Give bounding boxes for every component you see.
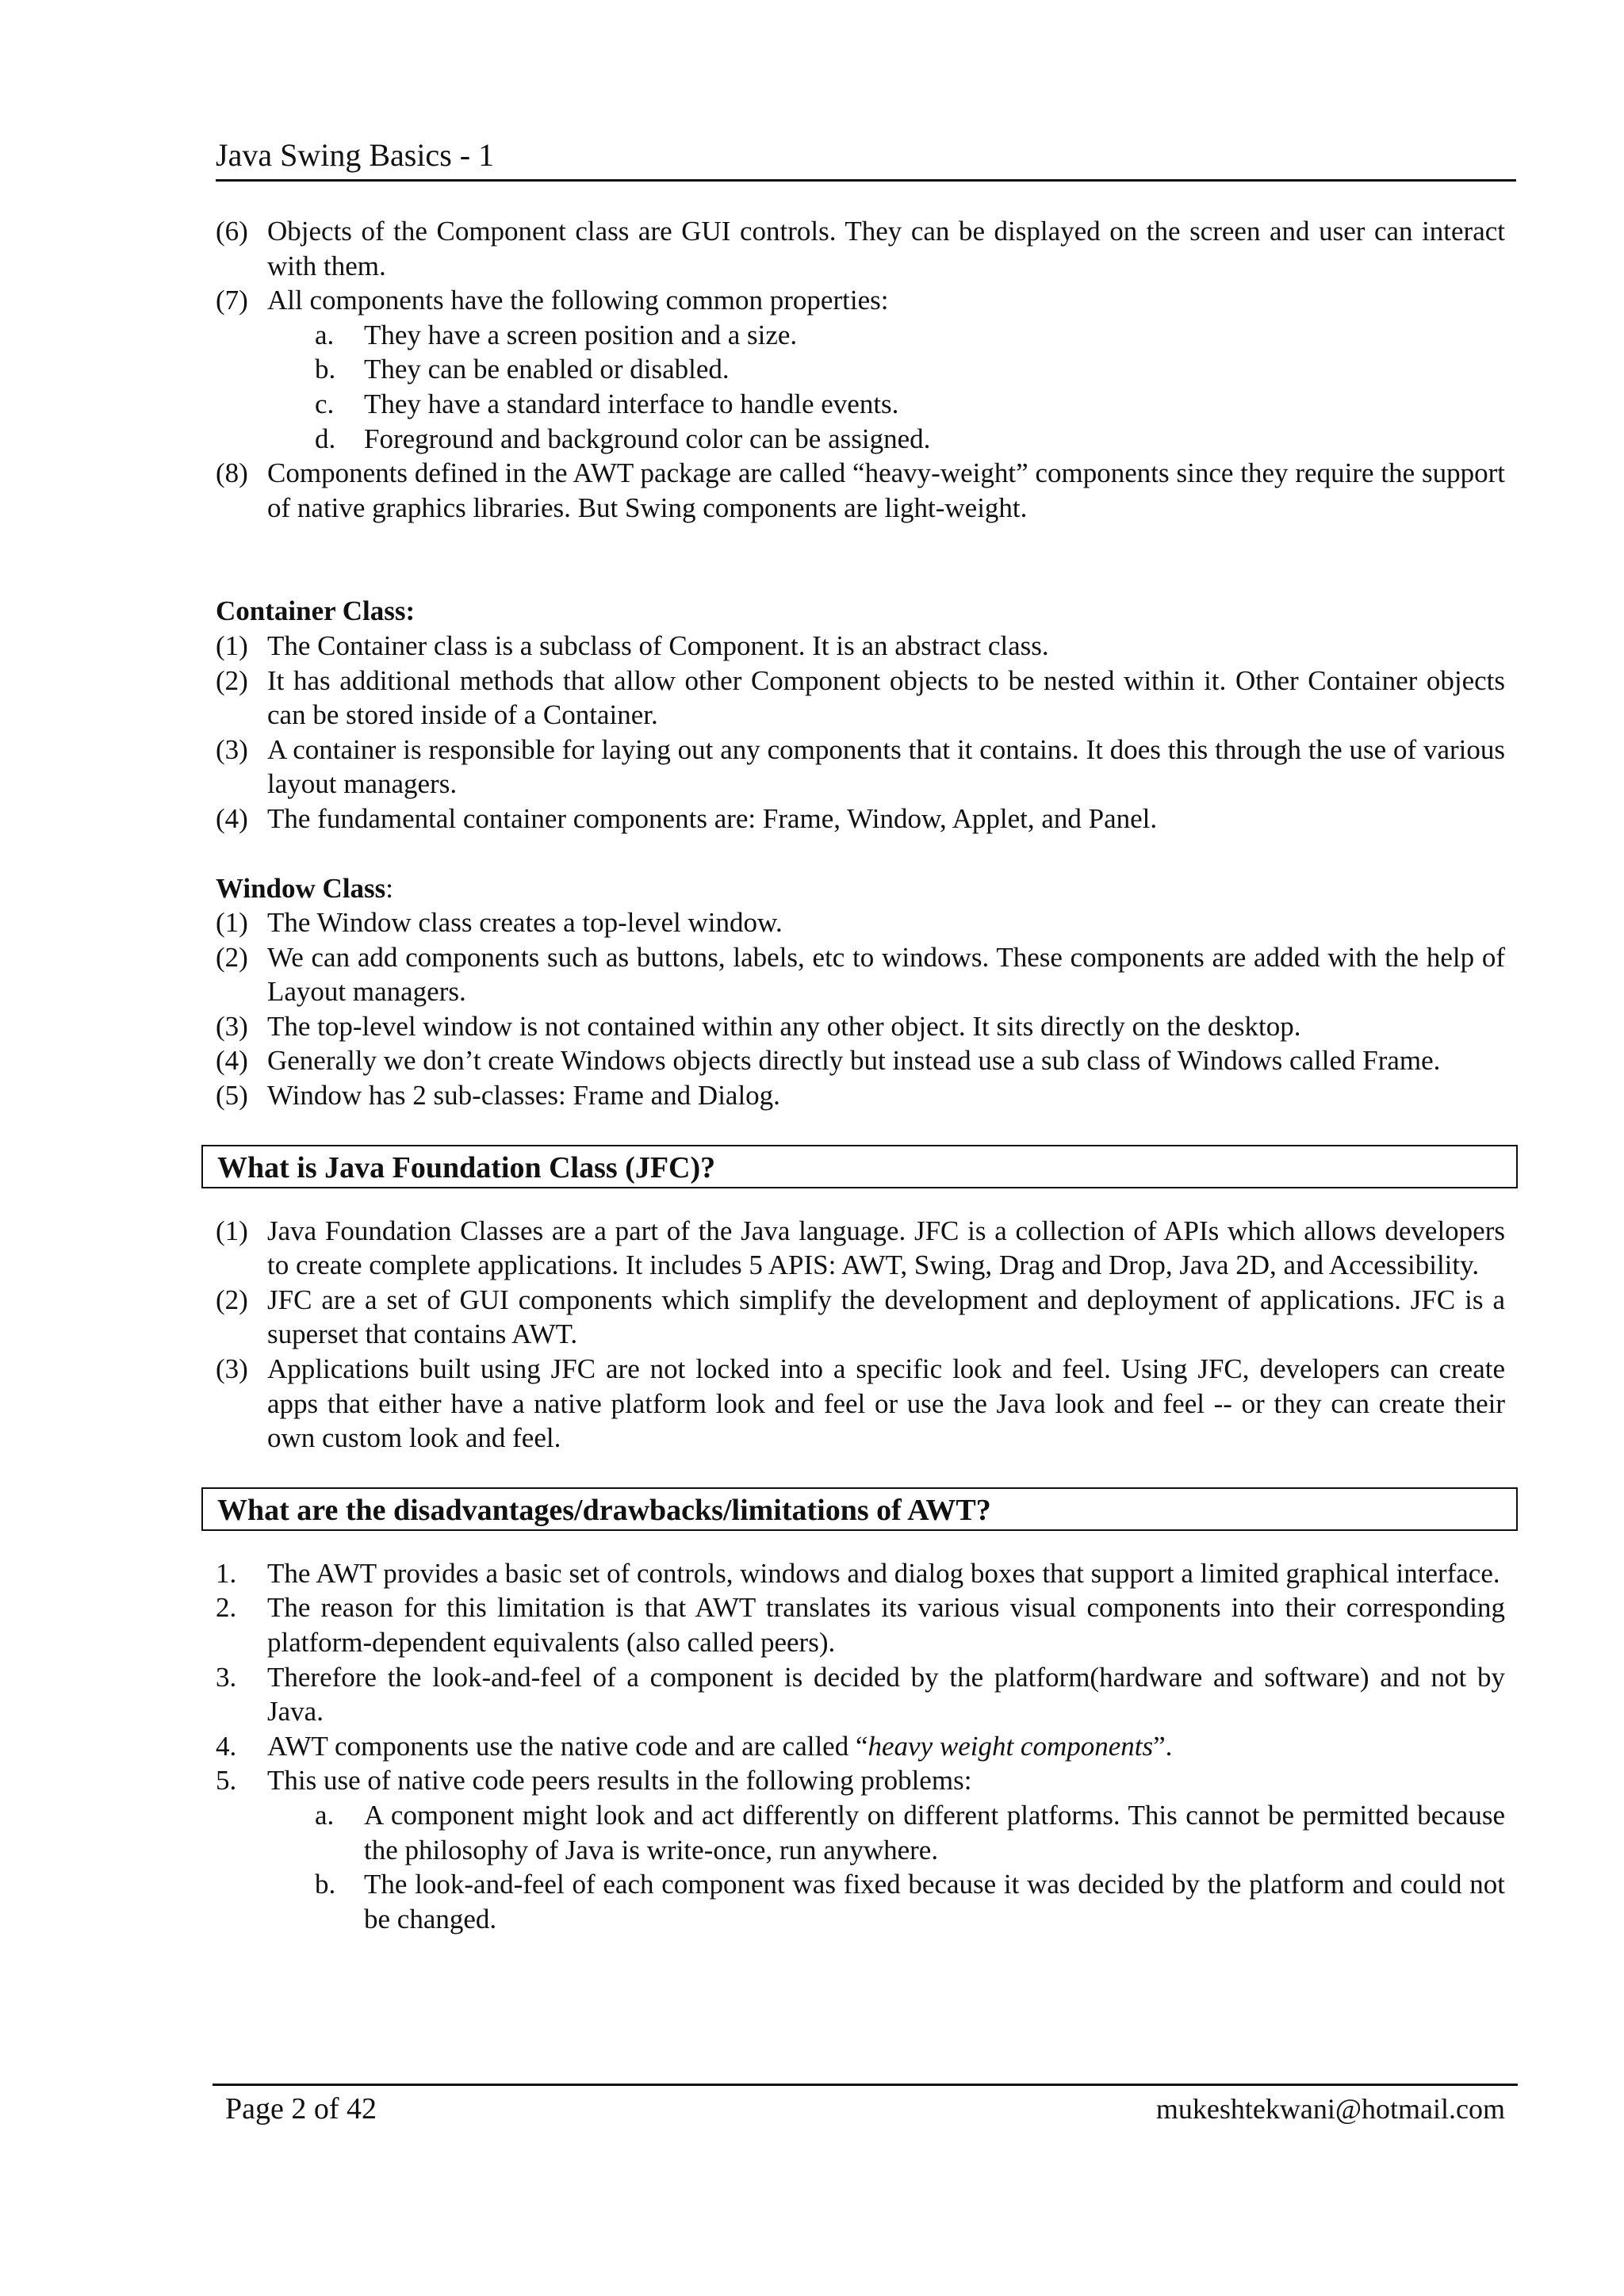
list-text: JFC are a set of GUI components which simplify the development and deployment of applications. JFC is a superset that contains AWT. <box>267 1284 1505 1350</box>
sub-list-text: The look-and-feel of each component was fixed because it was decided by the platform and could not be changed. <box>364 1869 1505 1934</box>
list-number: 1. <box>216 1557 237 1589</box>
sub-list-letter: a. <box>315 319 335 350</box>
sub-list-letter: d. <box>315 423 336 454</box>
sub-list-item <box>216 422 1505 457</box>
list-text: The AWT provides a basic set of controls, windows and dialog boxes that support a limited graphical interface. <box>267 1557 1500 1589</box>
list-number: (4) <box>216 802 248 834</box>
list-number: (2) <box>216 941 248 973</box>
page-footer <box>213 2084 1518 2129</box>
list-item <box>216 456 1505 525</box>
list-item <box>216 1352 1505 1456</box>
list-item <box>216 1556 1505 1591</box>
sub-list-item <box>216 1798 1505 1867</box>
list-text: All components have the following common properties: <box>267 285 889 316</box>
list-item <box>216 283 1505 318</box>
list-text: The fundamental container components are: Frame, Window, Applet, and Panel. <box>267 802 1158 834</box>
list-item <box>216 1078 1505 1113</box>
sub-list-item <box>216 318 1505 353</box>
list-number: (1) <box>216 1215 248 1246</box>
list-item <box>216 1590 1505 1659</box>
section-heading-window <box>216 871 1505 906</box>
list-text: We can add components such as buttons, labels, etc to windows. These components are added with the help of Layout managers. <box>267 941 1505 1008</box>
list-number: (8) <box>216 457 248 489</box>
sub-list-text: They have a standard interface to handle events. <box>364 388 899 419</box>
list-item <box>216 1214 1505 1283</box>
italic-term: heavy weight components <box>868 1730 1154 1762</box>
section-heading-container: Container Class: <box>216 595 416 627</box>
list-text: Java Foundation Classes are a part of the Java language. JFC is a collection of APIs which allows developers to create complete applications. It includes 5 APIS: AWT, Swing, Drag and Drop, Java 2D, and Accessibility. <box>267 1215 1505 1281</box>
list-number: (6) <box>216 216 248 247</box>
list-number: (1) <box>216 629 248 661</box>
list-text: Applications built using JFC are not locked into a specific look and feel. Using JFC, developers can create apps that either have a native platform look and feel or use the Java look and feel -- or they can create their own custom look and feel. <box>267 1353 1505 1454</box>
sub-list-letter: c. <box>315 388 335 419</box>
sub-list-letter: b. <box>315 354 336 385</box>
list-item <box>216 733 1505 802</box>
boxed-heading-jfc: What is Java Foundation Class (JFC)? <box>201 1145 1518 1188</box>
list-number: (3) <box>216 1010 248 1042</box>
list-number: (3) <box>216 1353 248 1385</box>
list-item <box>216 1043 1505 1078</box>
list-item <box>216 802 1505 836</box>
list-text-part: AWT components use the native code and are called “ <box>267 1730 868 1762</box>
list-item <box>216 214 1505 283</box>
list-text: The Window class creates a top-level window. <box>267 907 783 939</box>
list-item <box>216 905 1505 940</box>
list-text: This use of native code peers results in the following problems: <box>267 1765 972 1797</box>
page-number: Page 2 of 42 <box>225 2092 377 2126</box>
list-text: Objects of the Component class are GUI controls. They can be displayed on the screen and user can interact with them. <box>267 216 1505 281</box>
section-heading-suffix: : <box>385 872 394 904</box>
list-number: 5. <box>216 1765 237 1797</box>
list-number: 3. <box>216 1661 237 1693</box>
list-item <box>216 1283 1505 1352</box>
page-content <box>216 214 1505 1936</box>
list-text: Therefore the look-and-feel of a component is decided by the platform(hardware and software) and not by Java. <box>267 1661 1505 1728</box>
list-number: (7) <box>216 285 248 316</box>
list-text: Generally we don’t create Windows objects directly but instead use a sub class of Windows called Frame. <box>267 1045 1441 1077</box>
list-text <box>267 1729 1505 1764</box>
sub-list-item <box>216 1867 1505 1936</box>
list-item <box>216 629 1505 664</box>
section-heading-text: Window Class <box>216 872 386 904</box>
list-item <box>216 940 1505 1009</box>
list-number: (2) <box>216 664 248 696</box>
list-number: (3) <box>216 733 248 765</box>
list-item <box>216 1729 1505 1764</box>
sub-list-text: A component might look and act differently on different platforms. This cannot be permitted because the philosophy of Java is write-once, run anywhere. <box>364 1799 1505 1866</box>
list-text: It has additional methods that allow other Component objects to be nested within it. Other Container objects can be stored inside of a Container. <box>267 664 1505 731</box>
list-text: The Container class is a subclass of Component. It is an abstract class. <box>267 629 1049 661</box>
sub-list-item <box>216 352 1505 387</box>
list-item <box>216 1660 1505 1729</box>
list-item <box>216 1763 1505 1798</box>
list-text: A container is responsible for laying out any components that it contains. It does this through the use of various layout managers. <box>267 733 1505 800</box>
page-header <box>216 133 1516 182</box>
sub-list-letter: b. <box>315 1869 336 1900</box>
sub-list-letter: a. <box>315 1799 335 1831</box>
sub-list-item <box>216 387 1505 422</box>
author-email: mukeshtekwani@hotmail.com <box>1155 2093 1505 2125</box>
list-text-part: ”. <box>1153 1730 1173 1762</box>
sub-list-text: They can be enabled or disabled. <box>364 354 730 385</box>
list-item <box>216 664 1505 733</box>
list-number: (4) <box>216 1045 248 1077</box>
sub-list-text: They have a screen position and a size. <box>364 319 798 350</box>
list-number: 2. <box>216 1592 237 1624</box>
list-number: (2) <box>216 1284 248 1315</box>
document-title: Java Swing Basics - 1 <box>216 137 495 173</box>
list-item <box>216 1009 1505 1044</box>
list-text: The reason for this limitation is that AWT translates its various visual components into their corresponding platform-dependent equivalents (also called peers). <box>267 1592 1505 1658</box>
boxed-heading-awt: What are the disadvantages/drawbacks/limitations of AWT? <box>201 1487 1518 1531</box>
list-number: 4. <box>216 1730 237 1762</box>
sub-list-text: Foreground and background color can be assigned. <box>364 423 931 454</box>
list-number: (5) <box>216 1080 248 1112</box>
list-text: The top-level window is not contained within any other object. It sits directly on the desktop. <box>267 1010 1301 1042</box>
list-text: Components defined in the AWT package are called “heavy-weight” components since they require the support of native graphics libraries. But Swing components are light-weight. <box>267 457 1505 523</box>
list-text: Window has 2 sub-classes: Frame and Dialog. <box>267 1080 780 1112</box>
list-number: (1) <box>216 907 248 939</box>
